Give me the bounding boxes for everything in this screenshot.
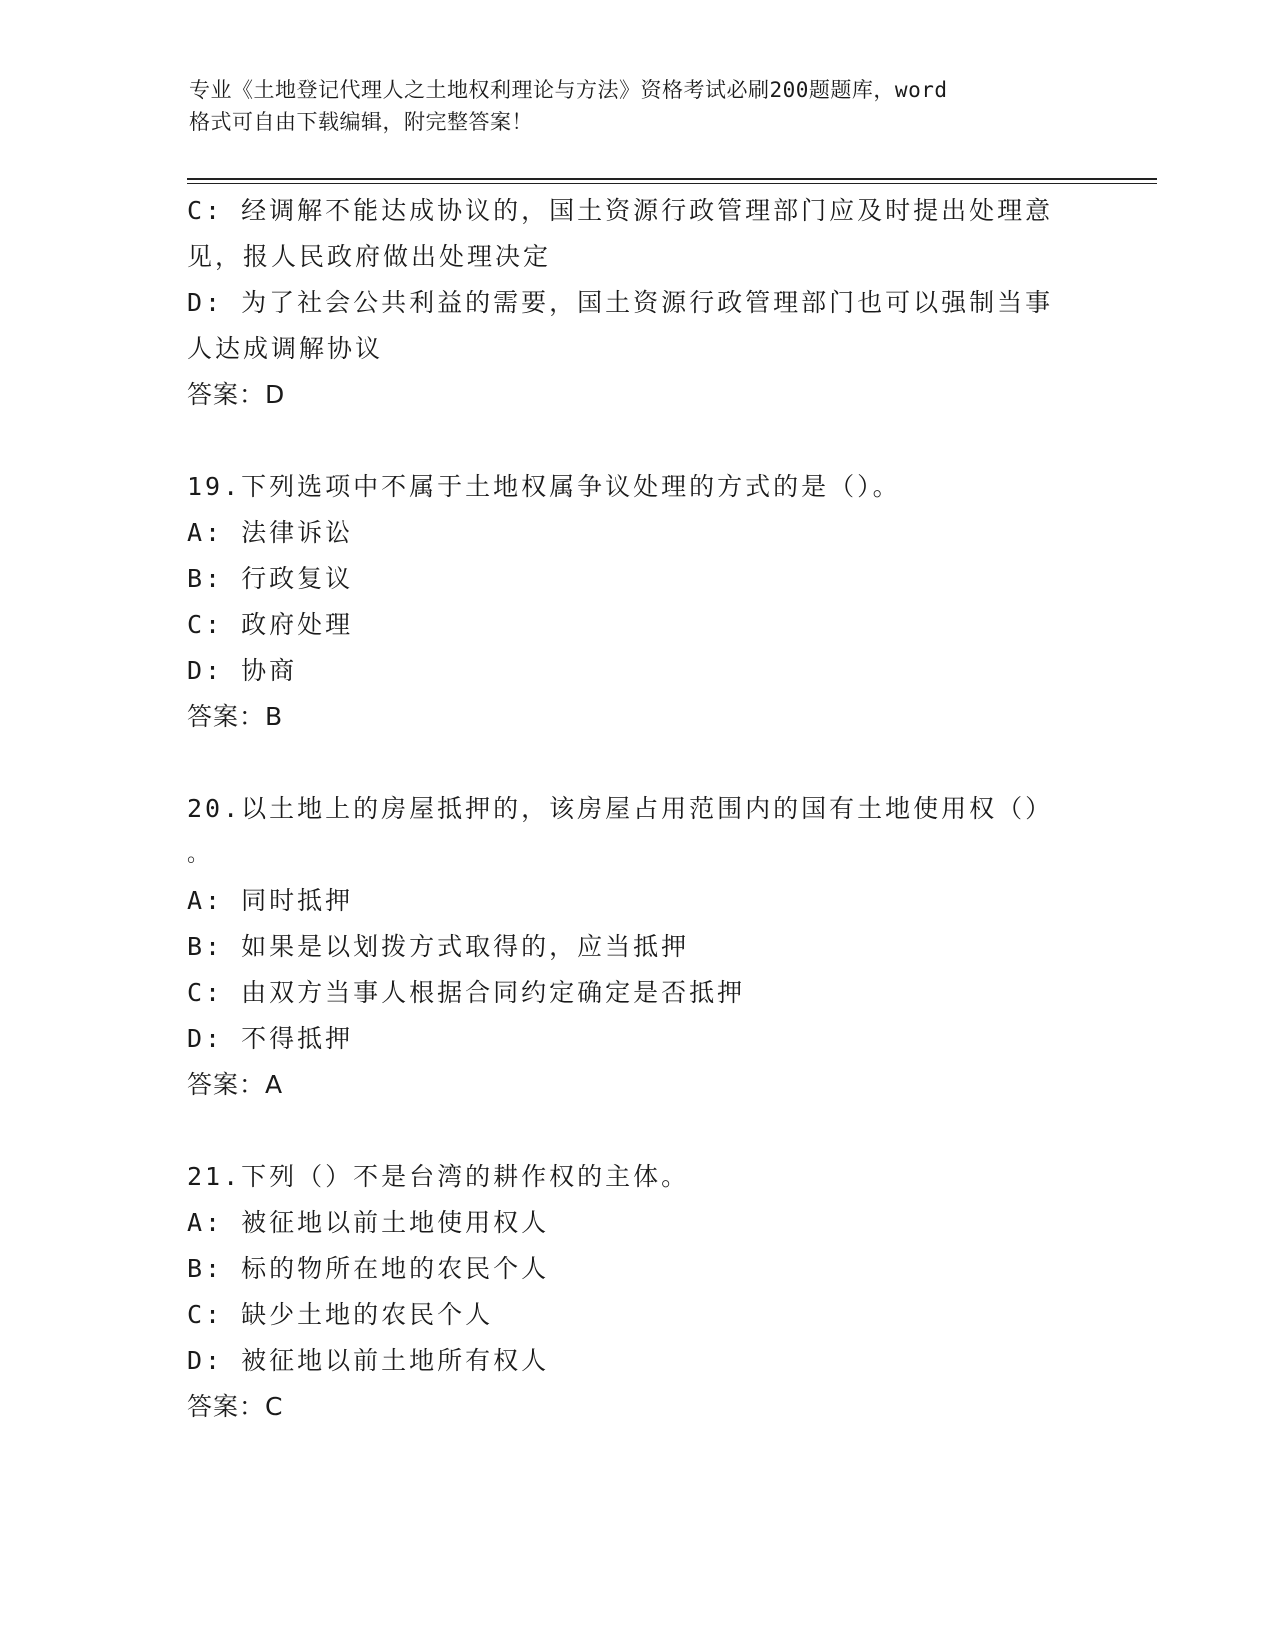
option-a: A: 同时抵押 — [187, 886, 354, 915]
question-stem-continued: 。 — [187, 842, 213, 867]
spacer — [187, 740, 1087, 786]
option-d: D: 为了社会公共利益的需要，国土资源行政管理部门也可以强制当事 — [187, 288, 1054, 317]
question-block-20 — [187, 786, 1087, 1108]
option-c-continued: 见，报人民政府做出处理决定 — [187, 242, 552, 271]
header-divider-thick — [187, 178, 1157, 180]
option-b: B: 如果是以划拨方式取得的，应当抵押 — [187, 932, 690, 961]
question-stem: 20.以土地上的房屋抵押的，该房屋占用范围内的国有土地使用权（） — [187, 794, 1054, 823]
answer-line: 答案：B — [187, 702, 284, 731]
answer-line: 答案：D — [187, 380, 286, 409]
option-d-continued: 人达成调解协议 — [187, 334, 384, 363]
spacer — [187, 418, 1087, 464]
header-title-line-2: 格式可自由下载编辑，附完整答案！ — [189, 110, 533, 134]
question-block-18 — [187, 188, 1087, 418]
question-stem: 21.下列（）不是台湾的耕作权的主体。 — [187, 1162, 690, 1191]
option-b: B: 标的物所在地的农民个人 — [187, 1254, 550, 1283]
option-c: C: 政府处理 — [187, 610, 354, 639]
question-block-21 — [187, 1154, 1087, 1430]
answer-line: 答案：A — [187, 1070, 284, 1099]
option-c: C: 由双方当事人根据合同约定确定是否抵押 — [187, 978, 746, 1007]
option-c: C: 经调解不能达成协议的，国土资源行政管理部门应及时提出处理意 — [187, 196, 1054, 225]
header-title-line-1: 专业《土地登记代理人之土地权利理论与方法》资格考试必刷200题题库，word — [189, 78, 948, 102]
question-block-19 — [187, 464, 1087, 740]
option-d: D: 协商 — [187, 656, 298, 685]
option-c: C: 缺少土地的农民个人 — [187, 1300, 494, 1329]
option-a: A: 被征地以前土地使用权人 — [187, 1208, 550, 1237]
question-list — [187, 188, 1087, 1430]
document-header — [189, 74, 1069, 138]
answer-line: 答案：C — [187, 1392, 284, 1421]
option-a: A: 法律诉讼 — [187, 518, 354, 547]
header-divider-thin — [187, 183, 1157, 184]
option-d: D: 不得抵押 — [187, 1024, 354, 1053]
option-d: D: 被征地以前土地所有权人 — [187, 1346, 550, 1375]
question-stem: 19.下列选项中不属于土地权属争议处理的方式的是（）。 — [187, 472, 901, 501]
option-b: B: 行政复议 — [187, 564, 354, 593]
spacer — [187, 1108, 1087, 1154]
